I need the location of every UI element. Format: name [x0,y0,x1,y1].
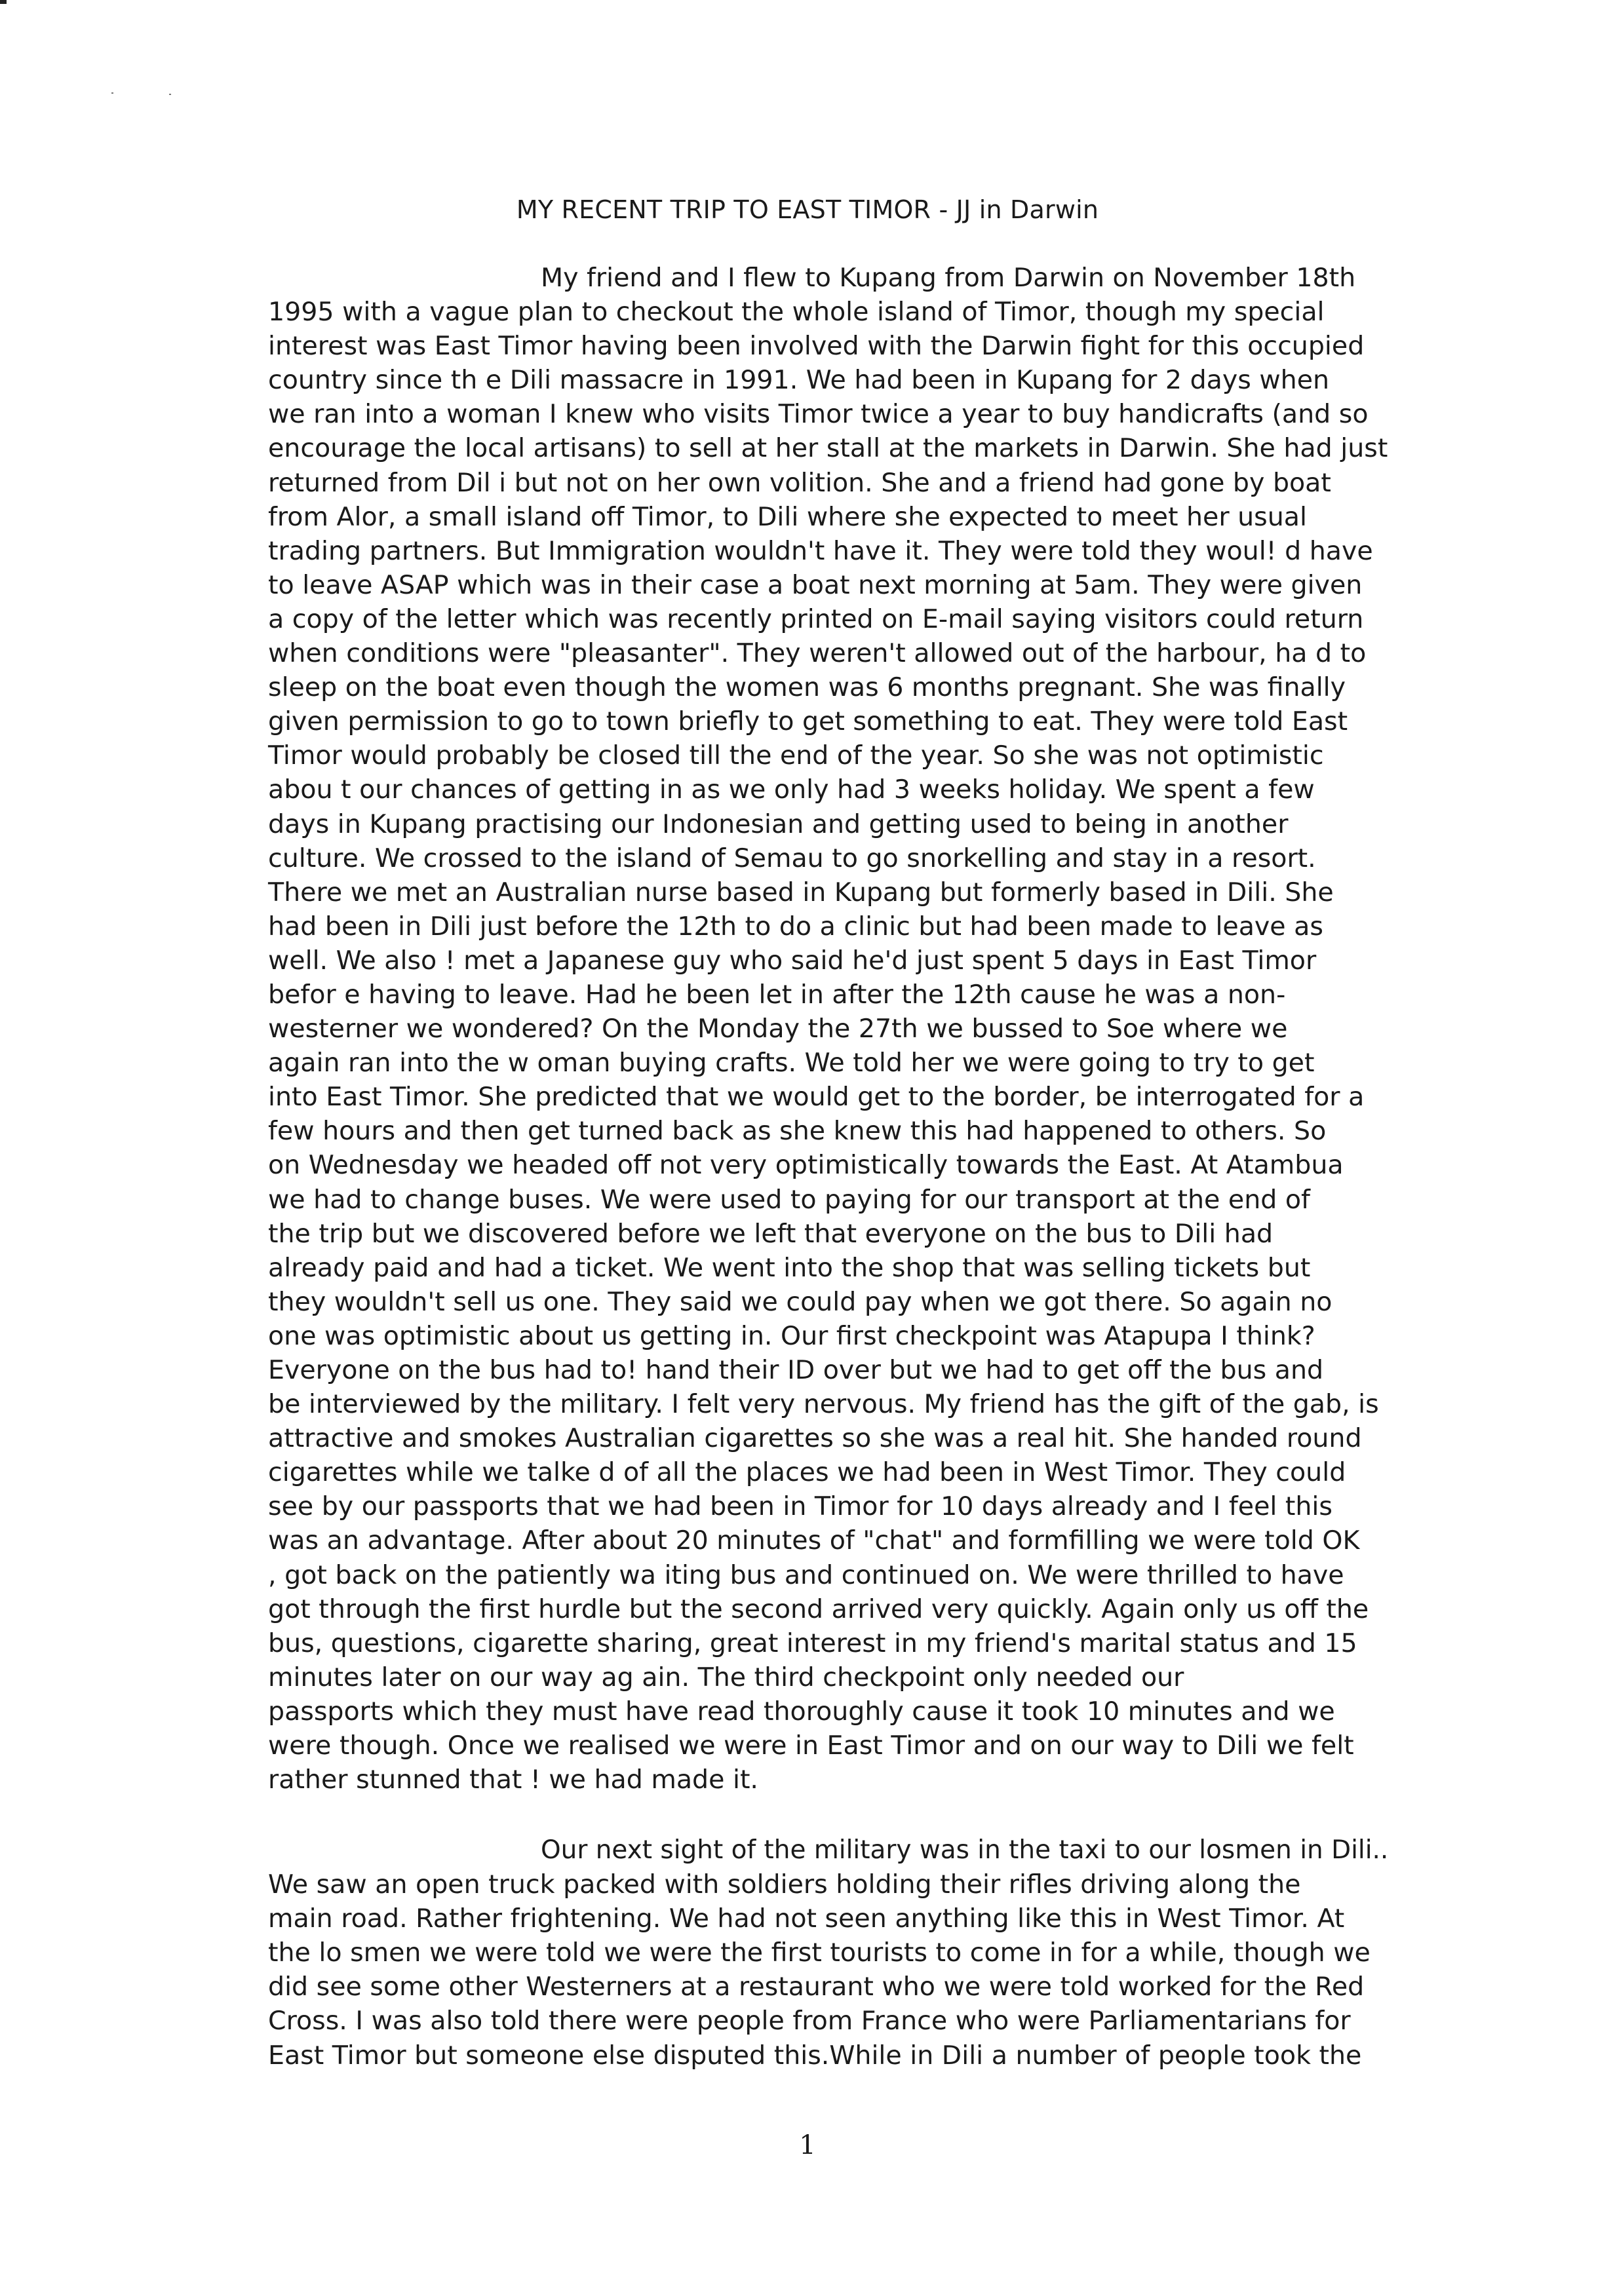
scan-mark [0,0,7,4]
text-line: on Wednesday we headed off not very optimistically towards the East. At Atambua [268,1150,1344,1181]
text-line: There we met an Australian nurse based in Kupang but formerly based in Dili. She [268,877,1334,908]
text-line: westerner we wondered? On the Monday the 27th we bussed to Soe where we [268,1014,1288,1044]
text-line: got through the first hurdle but the second arrived very quickly. Again only us off the [268,1594,1369,1624]
text-line: they wouldn't sell us one. They said we could pay when we got there. So again no [268,1286,1333,1317]
text-line: main road. Rather frightening. We had not seen anything like this in West Timor. At [268,1904,1345,1934]
scan-speck [169,94,171,95]
text-line: see by our passports that we had been in Timor for 10 days already and I feel this [268,1491,1333,1522]
document-title: MY RECENT TRIP TO EAST TIMOR - JJ in Darwin [516,195,1099,224]
text-line: when conditions were "pleasanter". They weren't allowed out of the harbour, ha d to [268,638,1367,669]
text-line: was an advantage. After about 20 minutes of "chat" and formfilling we were told OK [268,1525,1360,1556]
text-line: Cross. I was also told there were people from France who were Parliamentarians for [268,2006,1351,2037]
page-number: 1 [799,2130,816,2160]
text-line: befor e having to leave. Had he been let in after the 12th cause he was a non- [268,979,1286,1010]
text-line: cigarettes while we talke d of all the places we had been in West Timor. They could [268,1457,1346,1488]
text-line: country since th e Dili massacre in 1991. We had been in Kupang for 2 days when [268,365,1330,396]
text-line: were though. Once we realised we were in East Timor and on our way to Dili we felt [268,1731,1354,1761]
text-line: Everyone on the bus had to! hand their ID over but we had to get off the bus and [268,1355,1324,1385]
text-line: into East Timor. She predicted that we would get to the border, be interrogated for a [268,1082,1365,1113]
text-line: culture. We crossed to the island of Semau to go snorkelling and stay in a resort. [268,843,1316,873]
text-line: minutes later on our way ag ain. The third checkpoint only needed our [268,1662,1184,1693]
text-line: did see some other Westerners at a restaurant who we were told worked for the Red [268,1972,1365,2002]
text-line: trading partners. But Immigration wouldn't have it. They were told they woul! d have [268,535,1373,566]
text-line: the lo smen we were told we were the first tourists to come in for a while, though we [268,1938,1371,1968]
text-line: returned from Dil i but not on her own volition. She and a friend had gone by boat [268,467,1331,498]
text-line: the trip but we discovered before we left that everyone on the bus to Dili had [268,1218,1274,1249]
text-line: abou t our chances of getting in as we only had 3 weeks holiday. We spent a few [268,775,1315,805]
text-line: from Alor, a small island off Timor, to Dili where she expected to meet her usual [268,501,1307,532]
text-line: well. We also ! met a Japanese guy who said he'd just spent 5 days in East Timor [268,945,1317,976]
text-line: , got back on the patiently wa iting bus and continued on. We were thrilled to have [268,1559,1344,1590]
text-line: given permission to go to town briefly to get something to eat. They were told East [268,706,1348,737]
text-line: we ran into a woman I knew who visits Timor twice a year to buy handicrafts (and so [268,399,1369,430]
text-line: we had to change buses. We were used to paying for our transport at the end of [268,1184,1310,1215]
text-line: Our next sight of the military was in the taxi to our losmen in Dili.. [541,1835,1389,1865]
text-line: already paid and had a ticket. We went into the shop that was selling tickets but [268,1252,1311,1283]
text-line: East Timor but someone else disputed this.While in Dili a number of people took the [268,2040,1362,2071]
text-line: days in Kupang practising our Indonesian and getting used to being in another [268,809,1289,839]
text-line: again ran into the w oman buying crafts. We told her we were going to try to get [268,1048,1315,1079]
text-line: a copy of the letter which was recently printed on E-mail saying visitors could return [268,603,1364,634]
text-line: few hours and then get turned back as she knew this had happened to others. So [268,1116,1327,1147]
text-line: be interviewed by the military. I felt very nervous. My friend has the gift of the gab, is [268,1389,1379,1420]
paragraph-2 [268,1833,1390,2073]
paragraph-1 [268,261,1390,1797]
text-line: to leave ASAP which was in their case a boat next morning at 5am. They were given [268,569,1363,600]
text-line: one was optimistic about us getting in. Our first checkpoint was Atapupa I think? [268,1320,1315,1351]
text-line: attractive and smokes Australian cigarettes so she was a real hit. She handed round [268,1423,1362,1454]
text-line: bus, questions, cigarette sharing, great interest in my friend's marital status and 15 [268,1628,1357,1658]
text-line: interest was East Timor having been involved with the Darwin fight for this occupied [268,331,1365,362]
text-line: 1995 with a vague plan to checkout the whole island of Timor, though my special [268,297,1325,328]
text-line: We saw an open truck packed with soldiers holding their rifles driving along the [268,1869,1301,1900]
text-line: sleep on the boat even though the women was 6 months pregnant. She was finally [268,672,1346,703]
text-line: My friend and I flew to Kupang from Darwin on November 18th [541,263,1356,293]
text-line: had been in Dili just before the 12th to do a clinic but had been made to leave as [268,911,1323,942]
text-line: Timor would probably be closed till the end of the year. So she was not optimistic [268,740,1324,771]
text-line: encourage the local artisans) to sell at her stall at the markets in Darwin. She had just [268,433,1388,464]
text-line: rather stunned that ! we had made it. [268,1765,758,1795]
text-line: passports which they must have read thoroughly cause it took 10 minutes and we [268,1696,1335,1727]
scan-speck [111,92,113,94]
